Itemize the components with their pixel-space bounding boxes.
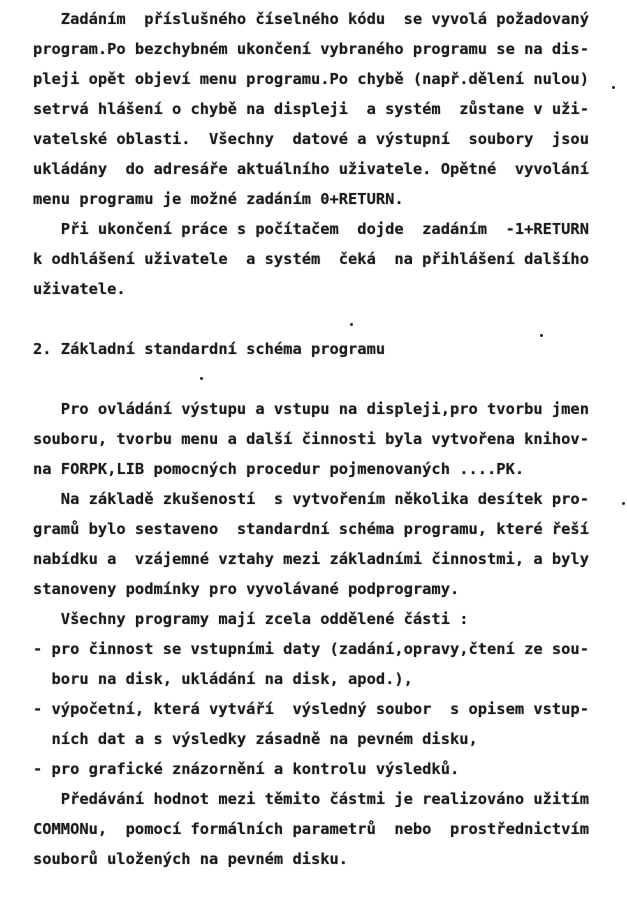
text-line: - pro činnost se vstupními daty (zadání,opravy,čtení ze sou-: [33, 640, 589, 658]
scan-speck: [622, 502, 625, 505]
scan-speck: [350, 323, 353, 326]
text-line: souboru, tvorbu menu a další činnosti byla vytvořena knihov-: [33, 430, 589, 448]
text-line: vatelské oblasti. Všechny datové a výstupní soubory jsou: [33, 130, 589, 148]
paragraph: [33, 784, 627, 874]
text-line: ukládány do adresáře aktuálního uživatele. Opětné vyvolání: [33, 160, 589, 178]
text-line: nabídku a vzájemné vztahy mezi základními činnostmi, a byly: [33, 550, 589, 568]
text-line: Na základě zkušeností s vytvořením několika desítek pro-: [33, 490, 589, 508]
bullet-list: [33, 634, 627, 784]
section-heading: [33, 334, 627, 364]
text-line: ních dat a s výsledky zásadně na pevném disku,: [33, 730, 478, 748]
paragraph: [33, 214, 627, 304]
text-line: Zadáním příslušného číselného kódu se vyvolá požadovaný: [33, 10, 589, 28]
text-line: Pro ovládání výstupu a vstupu na displeji,pro tvorbu jmen: [33, 400, 589, 418]
text-line: souborů uložených na pevném disku.: [33, 850, 349, 868]
text-line: gramů bylo sestaveno standardní schéma programu, které řeší: [33, 520, 589, 538]
text-line: pleji opět objeví menu programu.Po chybě (např.dělení nulou): [33, 70, 589, 88]
text-line: k odhlášení uživatele a systém čeká na přihlášení dalšího: [33, 250, 589, 268]
text-line: - pro grafické znázornění a kontrolu výsledků.: [33, 760, 460, 778]
text-line: Předávání hodnot mezi těmito částmi je realizováno užitím: [33, 790, 589, 808]
text-line: menu programu je možné zadáním 0+RETURN.: [33, 190, 404, 208]
text-line: COMMONu, pomocí formálních parametrů nebo prostřednictvím: [33, 820, 589, 838]
text-line: Při ukončení práce s počítačem dojde zadáním -1+RETURN: [33, 220, 589, 238]
paragraph: [33, 4, 627, 214]
text-line: 2. Základní standardní schéma programu: [33, 340, 386, 358]
text-line: setrvá hlášení o chybě na displeji a systém zůstane v uži-: [33, 100, 589, 118]
text-line: Všechny programy mají zcela oddělené části :: [33, 610, 469, 628]
text-line: - výpočetní, která vytváří výsledný soubor s opisem vstup-: [33, 700, 589, 718]
paragraph: [33, 394, 627, 484]
scan-speck: [200, 377, 203, 380]
scan-speck: [540, 334, 543, 337]
scan-speck: [612, 86, 615, 89]
text-line: na FORPK,LIB pomocných procedur pojmenovaných ....PK.: [33, 460, 525, 478]
text-line: boru na disk, ukládání na disk, apod.),: [33, 670, 413, 688]
paragraph: [33, 484, 627, 604]
text-line: uživatele.: [33, 280, 126, 298]
paragraph: [33, 604, 627, 634]
text-line: stanoveny podmínky pro vyvolávané podprogramy.: [33, 580, 460, 598]
text-line: program.Po bezchybném ukončení vybraného programu se na dis-: [33, 40, 589, 58]
